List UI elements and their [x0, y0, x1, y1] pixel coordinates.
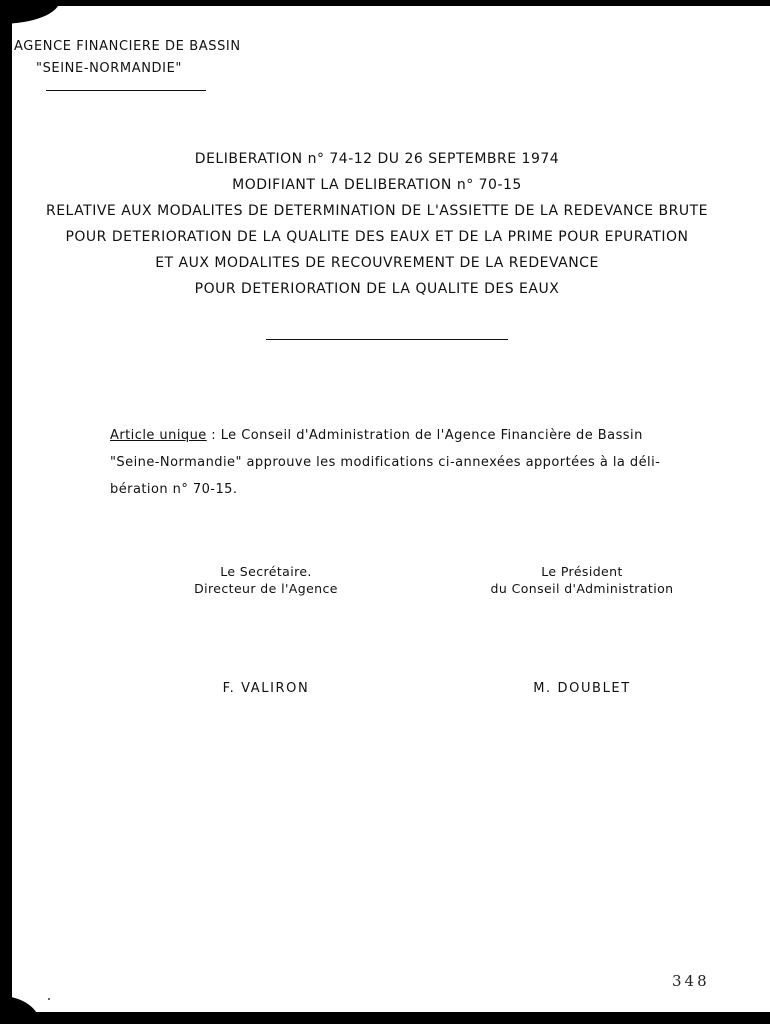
article-line-1-text: : Le Conseil d'Administration de l'Agence Financière de Bassin [206, 428, 643, 443]
president-role: Le Président [541, 564, 623, 579]
scan-speck [48, 998, 50, 1000]
title-line-1: DELIBERATION n° 74-12 DU 26 SEPTEMBRE 1974 [194, 151, 560, 167]
title-line-2: MODIFIANT LA DELIBERATION n° 70-15 [232, 177, 522, 193]
secretary-name: F. VALIRON [222, 681, 310, 696]
article-body [110, 422, 746, 503]
scan-edge-top [0, 0, 770, 6]
article-label: Article unique [110, 428, 207, 443]
header-underline [46, 90, 206, 91]
article-line-2: "Seine-Normandie" approuve les modifications ci-annexées apportées à la déli- [110, 455, 661, 470]
title-line-6: POUR DETERIORATION DE LA QUALITE DES EAUX [194, 281, 560, 297]
article-line-3: bération n° 70-15. [110, 482, 238, 497]
agency-region: "SEINE-NORMANDIE" [36, 61, 182, 76]
deliberation-title [16, 146, 738, 302]
scan-edge-bottom-corner [0, 996, 40, 1024]
title-line-3: RELATIVE AUX MODALITES DE DETERMINATION DE L'ASSIETTE DE LA REDEVANCE BRUTE [45, 203, 708, 219]
agency-name: AGENCE FINANCIERE DE BASSIN [14, 39, 241, 54]
scan-edge-left [0, 0, 12, 1024]
secretary-role: Le Secrétaire. [220, 564, 312, 579]
title-divider [266, 339, 508, 340]
president-name: M. DOUBLET [533, 681, 631, 696]
scan-edge-bottom [0, 1012, 770, 1024]
page-number: 348 [672, 972, 710, 990]
president-title: du Conseil d'Administration [490, 581, 674, 596]
signature-block-secretary [166, 563, 366, 597]
title-line-5: ET AUX MODALITES DE RECOUVREMENT DE LA REDEVANCE [155, 255, 599, 271]
signature-block-president [462, 563, 702, 597]
title-line-4: POUR DETERIORATION DE LA QUALITE DES EAUX ET DE LA PRIME POUR EPURATION [65, 229, 689, 245]
agency-header [14, 36, 241, 80]
secretary-title: Directeur de l'Agence [194, 581, 338, 596]
article-line-1 [110, 422, 746, 449]
